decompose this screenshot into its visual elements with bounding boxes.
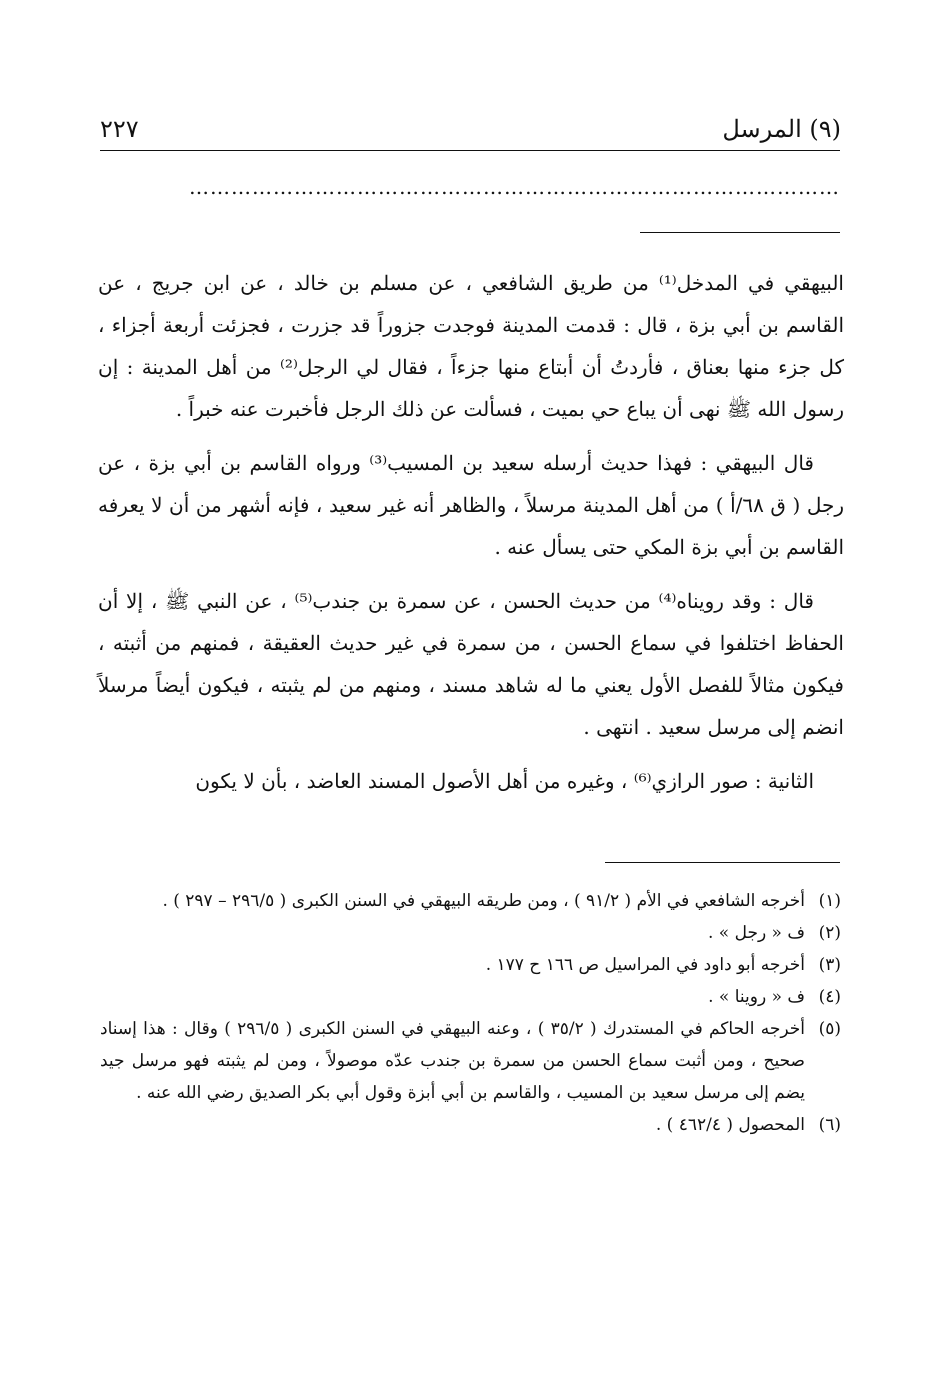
paragraph: الثانية : صور الرازي⁽⁶⁾ ، وغيره من أهل الأصول المسند العاضد ، بأن لا يكون [195, 769, 814, 793]
header-rule [100, 150, 840, 151]
running-title: (٩) المرسل [722, 115, 841, 143]
footnote [100, 917, 841, 949]
footnote [100, 981, 841, 1013]
section-rule [640, 232, 840, 233]
footnote-text: ف « روينا » . [708, 987, 805, 1007]
footnote-number: (٦) [818, 1115, 841, 1135]
paragraph: قال البيهقي : فهذا حديث أرسله سعيد بن المسيب⁽³⁾ ورواه القاسم بن أبي بزة ، عن رجل ( ق ٦٨/أ ) من أهل المدينة مرسلاً ، والظاهر أنه غير سعيد ، فإنه أشهر من أن لا يعرفه القاسم بن أبي بزة المكي حتى يسأل عنه . [98, 451, 844, 559]
footnote [100, 1109, 841, 1141]
footnote [100, 885, 841, 917]
footnotes [100, 885, 841, 1141]
footnote-number: (٥) [818, 1019, 841, 1039]
paragraph: قال : وقد رويناه⁽⁴⁾ من حديث الحسن ، عن سمرة بن جندب⁽⁵⁾ ، عن النبي ﷺ ، إلا أن الحفاظ اختلفوا في سماع الحسن ، من سمرة في غير حديث العقيقة ، فمنهم من أثبته ، فيكون مثالاً للفصل الأول يعني ما له شاهد مسند ، ومنهم من لم يثبته ، فيكون أيضاً مرسلاً انضم إلى مرسل سعيد . انتهى . [98, 589, 844, 739]
footnote-number: (٣) [818, 955, 841, 975]
main-text [98, 262, 844, 814]
page-header [100, 115, 841, 155]
footnote-number: (٤) [818, 987, 841, 1007]
footnote-number: (٢) [818, 923, 841, 943]
paragraph: البيهقي في المدخل⁽¹⁾ من طريق الشافعي ، عن مسلم بن خالد ، عن ابن جريج ، عن القاسم بن أبي بزة ، قال : قدمت المدينة فوجدت جزوراً قد جزرت ، فجزئت أربعة أجزاء ، كل جزء منها بعناق ، فأردتُ أن أبتاع منها جزءاً ، فقال لي الرجل⁽²⁾ من أهل المدينة : إن رسول الله ﷺ نهى أن يباع حي بميت ، فسألت عن ذلك الرجل فأخبرت عنه خبراً . [98, 271, 844, 421]
page-number: ٢٢٧ [100, 115, 139, 143]
footnote [100, 949, 841, 981]
footnote-rule [605, 862, 840, 863]
ellipsis-line: ………………………………………………………………………………… [189, 175, 840, 199]
footnote-number: (١) [818, 891, 841, 911]
footnote-text: أخرجه الحاكم في المستدرك ( ٣٥/٢ ) ، وعنه البيهقي في السنن الكبرى ( ٢٩٦/٥ ) وقال : هذا إسناد صحيح ، ومن أثبت سماع الحسن من سمرة بن جندب عدّه موصولاً ، ومن لم يثبته فهو مرسل جيد يضم إلى مرسل سعيد بن المسيب ، والقاسم بن أبي أبزة وقول أبي بكر الصديق رضي الله عنه . [100, 1019, 805, 1103]
footnote [100, 1013, 841, 1109]
footnote-text: أخرجه الشافعي في الأم ( ٩١/٢ ) ، ومن طريقه البيهقي في السنن الكبرى ( ٢٩٦/٥ – ٢٩٧ ) . [162, 891, 805, 911]
footnote-text: ف « رجل » . [707, 923, 805, 943]
footnote-text: أخرجه أبو داود في المراسيل ص ١٦٦ ح ١٧٧ . [485, 955, 805, 975]
footnote-text: المحصول ( ٤٦٢/٤ ) . [655, 1115, 805, 1135]
